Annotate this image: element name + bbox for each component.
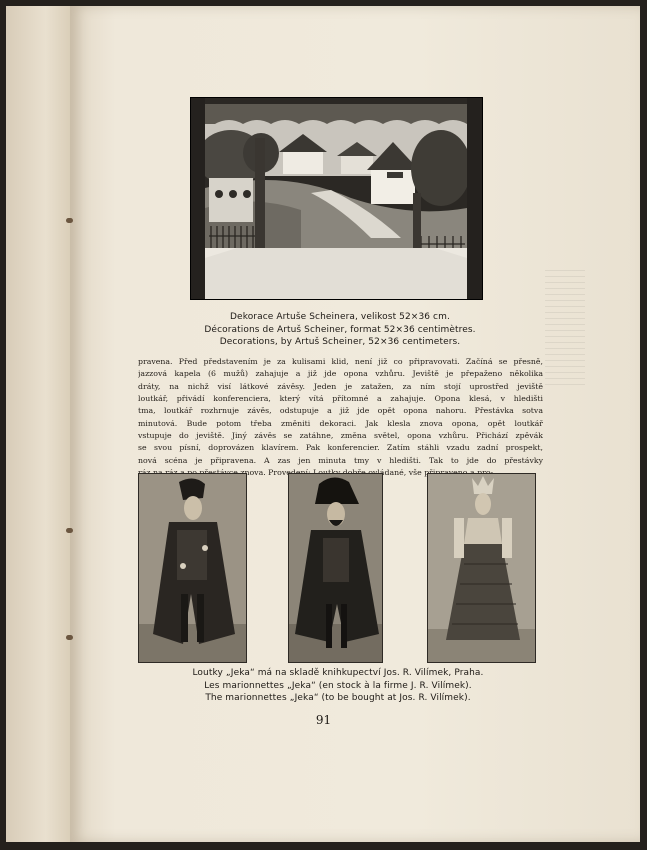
stage-decoration-photo	[190, 97, 483, 300]
caption-line-english: The marionnettes „Jeka“ (to be bought at Jos. R. Vilímek).	[205, 693, 471, 704]
binding-hole	[66, 635, 73, 640]
body-paragraph	[138, 356, 543, 479]
body-line: dráty, na nichž visí látkové závěsy. Jeden je zatažen, za ním stojí uprostřed jeviště	[138, 381, 543, 391]
caption-line-french: Les marionnettes „Jeka“ (en stock à la firme J. R. Vilímek).	[204, 680, 472, 691]
body-line: vstupuje do jeviště. Jiný závěs se zatáhne, změna světel, opona vzhůru. Přichází zpěvák	[138, 431, 543, 441]
binding-hole	[66, 528, 73, 533]
caption-line-french: Décorations de Artuš Scheiner, format 52×36 centimètres.	[204, 324, 476, 335]
page-number: 91	[315, 713, 332, 727]
caption-line-english: Decorations, by Artuš Scheiner, 52×36 centimeters.	[219, 337, 461, 348]
body-line: tma, loutkář rozhrnuje závěs, odstupuje a již jde opět opona nahoru. Přestávka sotva	[138, 406, 543, 416]
body-line: jazzová kapela (6 mužů) zahajuje a již jde opona vzhůru. Jeviště je přepaženo několika	[138, 369, 543, 379]
bottom-figure-caption	[98, 667, 578, 705]
puppet-photo-princess	[427, 473, 536, 663]
body-line: minutová. Bude potom třeba změniti dekoraci. Jak klesla znova opona, opět loutkář	[138, 418, 543, 428]
body-line: se svou písní, doprovázen klavírem. Pak konferencier. Zatím stáhli vzadu zadní prospekt,	[138, 443, 543, 453]
body-line: loutkář, přivádí konferenciera, který vítá přítomné a zahajuje. Opona klesá, v hledišti	[138, 394, 543, 404]
binding-hole	[66, 218, 73, 223]
body-line: nová scéna je připravena. A zas jen minuta tmy v hledišti. Tak to jde do přestávky	[138, 455, 543, 465]
body-line: pravena. Před představením je za kulisami klid, není již co připravovati. Začíná se přesně,	[138, 357, 543, 366]
caption-line-czech: Dekorace Artuše Scheinera, velikost 52×36 cm.	[230, 312, 450, 322]
caption-line-czech: Loutky „Jeka“ má na skladě knihkupectví Jos. R. Vilímek, Praha.	[192, 668, 484, 678]
top-figure-caption	[110, 311, 570, 349]
puppet-photo-knight	[138, 473, 247, 663]
body-line: znova. ovládané, vše	[240, 468, 422, 478]
puppet-photo-bandit	[288, 473, 383, 663]
